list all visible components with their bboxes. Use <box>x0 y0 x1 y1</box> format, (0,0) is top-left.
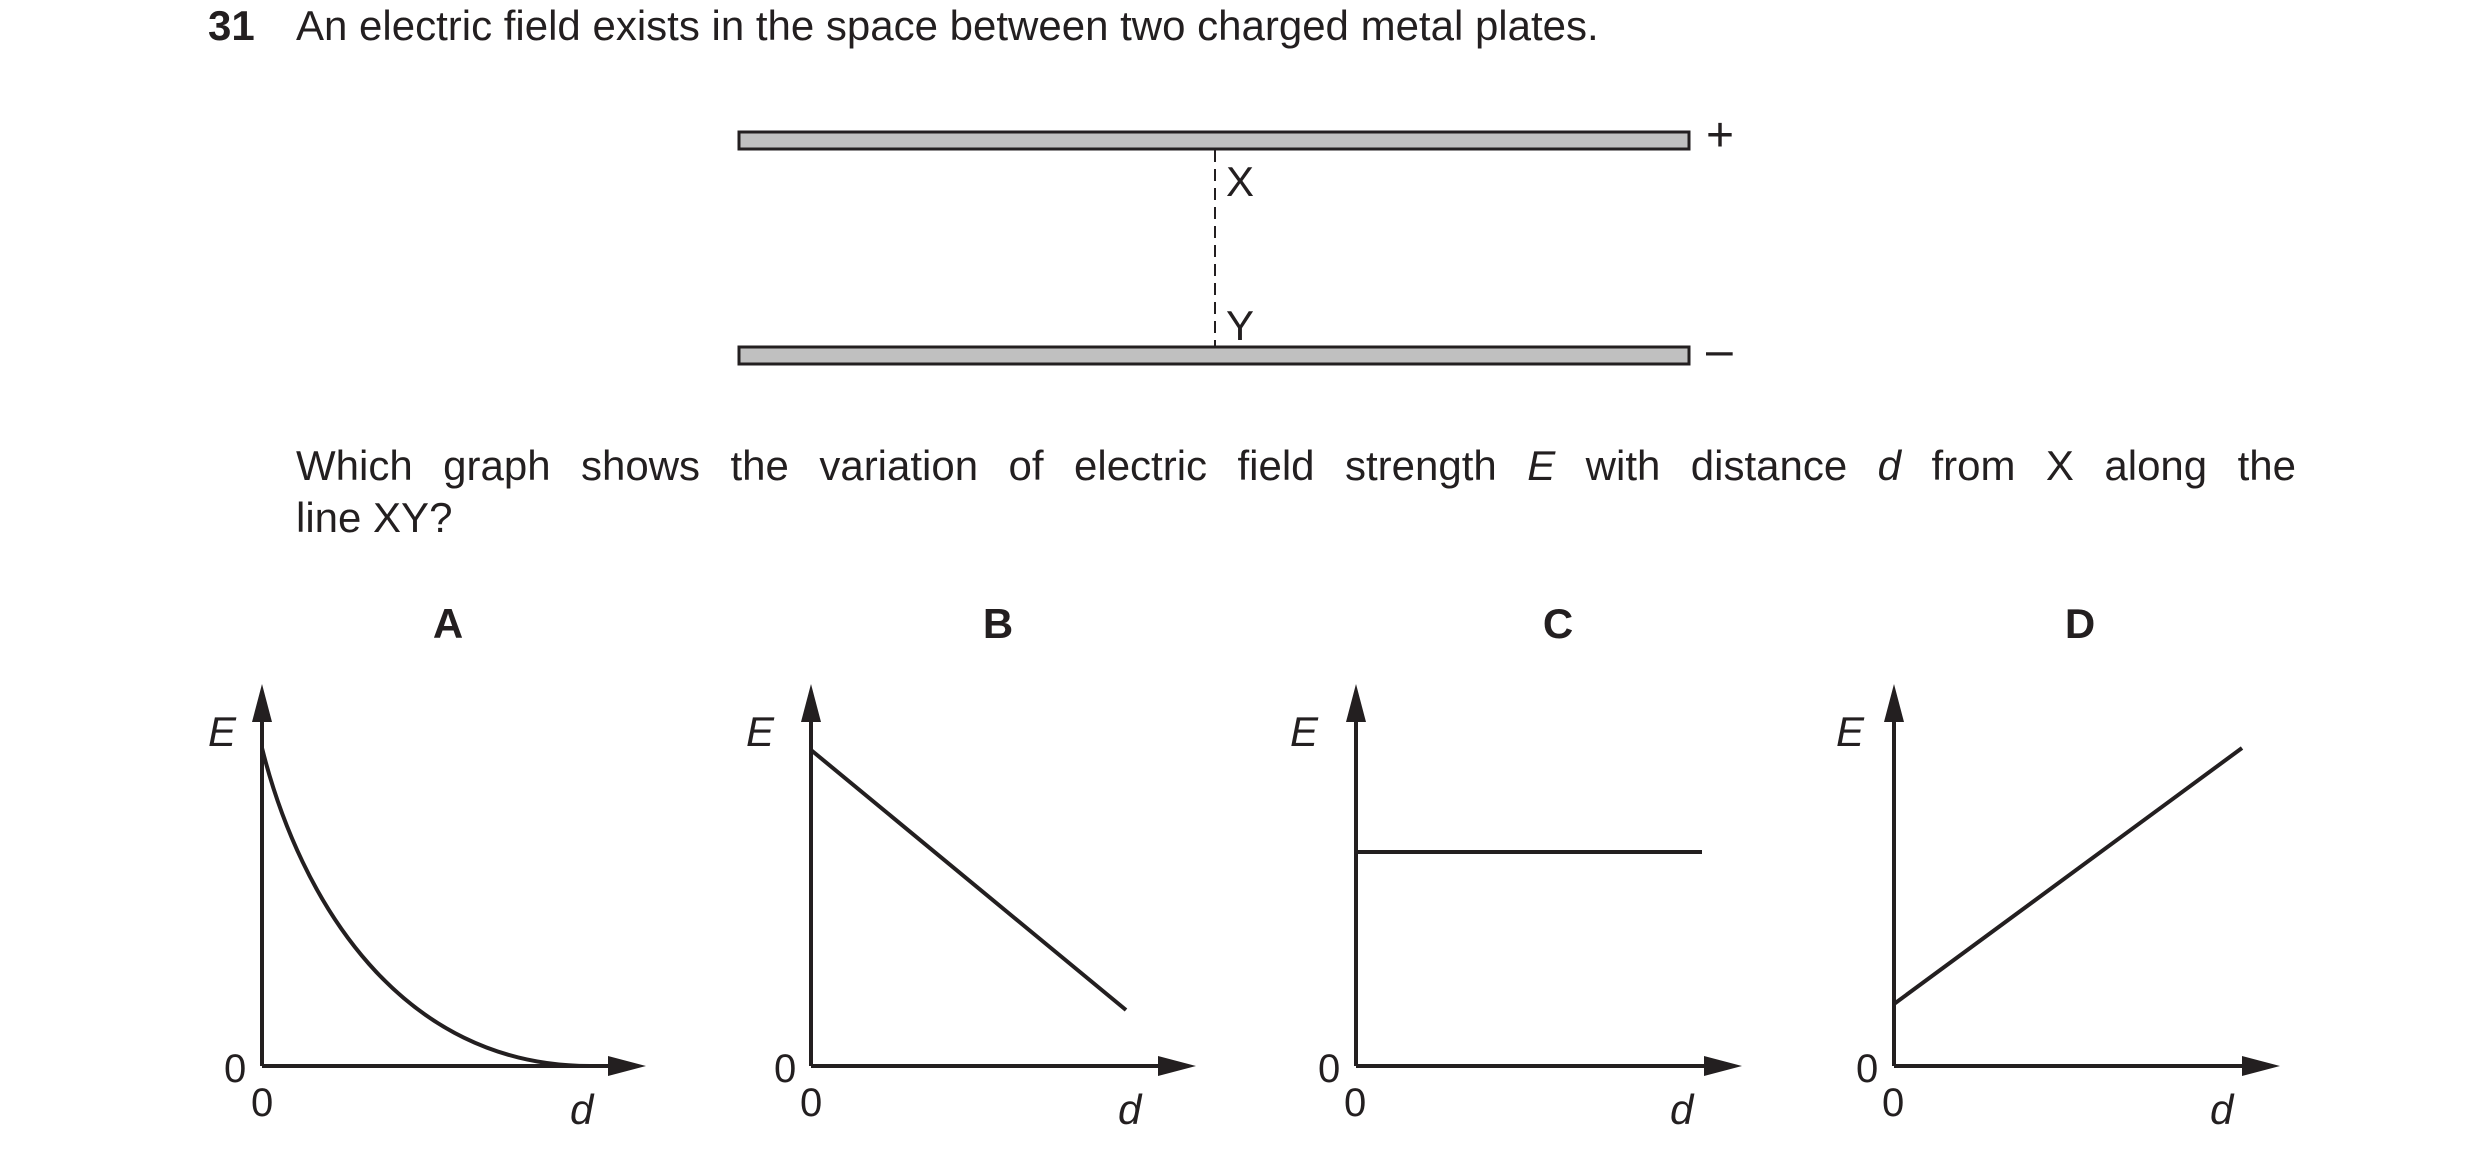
graph-a-origin-x: 0 <box>251 1081 274 1125</box>
graph-b-origin-y: 0 <box>774 1047 797 1091</box>
prompt-part-3: from X along the <box>1901 442 2296 489</box>
graph-d <box>1836 600 2280 1133</box>
graph-d-x-arrow <box>2242 1056 2280 1076</box>
graph-d-origin-x: 0 <box>1882 1081 1905 1125</box>
graph-a-x-arrow <box>608 1056 646 1076</box>
prompt-var-e: E <box>1527 442 1556 489</box>
graph-b-line <box>811 750 1126 1010</box>
option-c-label: C <box>1542 600 1574 647</box>
minus-sign: – <box>1706 324 1733 377</box>
point-y-label: Y <box>1226 302 1255 349</box>
graph-c-origin-x: 0 <box>1344 1081 1367 1125</box>
graph-d-y-label: E <box>1836 708 1865 755</box>
graph-d-x-label: d <box>2210 1086 2234 1133</box>
graph-c <box>1290 600 1742 1133</box>
graph-c-y-arrow <box>1346 684 1366 722</box>
graph-d-y-arrow <box>1884 684 1904 722</box>
graph-b-y-arrow <box>801 684 821 722</box>
graph-d-origin-y: 0 <box>1856 1047 1879 1091</box>
graph-d-line <box>1894 748 2242 1004</box>
graph-b-x-arrow <box>1158 1056 1196 1076</box>
option-d-label: D <box>2064 600 2096 647</box>
prompt-part-2: with distance <box>1555 442 1878 489</box>
question-number: 31 <box>208 2 255 49</box>
prompt-var-d: d <box>1877 442 1902 489</box>
prompt-part-1: Which graph shows the variation of electric field strength <box>296 442 1528 489</box>
option-a-label: A <box>432 600 464 647</box>
graph-a-y-label: E <box>208 708 237 755</box>
question-stem: An electric field exists in the space between two charged metal plates. <box>296 2 1599 49</box>
prompt-line-2: line XY? <box>296 494 453 541</box>
graph-a-x-label: d <box>570 1086 594 1133</box>
graph-c-x-label: d <box>1670 1086 1694 1133</box>
graph-a-origin-y: 0 <box>224 1047 247 1091</box>
plus-sign: + <box>1706 109 1735 162</box>
graph-b <box>746 600 1196 1133</box>
point-x-label: X <box>1226 158 1255 205</box>
graph-c-origin-y: 0 <box>1318 1047 1341 1091</box>
graph-a <box>208 600 646 1133</box>
graph-b-origin-x: 0 <box>800 1081 823 1125</box>
option-b-label: B <box>982 600 1014 647</box>
graph-a-curve <box>262 748 590 1066</box>
graph-c-x-arrow <box>1704 1056 1742 1076</box>
graph-a-y-arrow <box>252 684 272 722</box>
graph-b-x-label: d <box>1118 1086 1142 1133</box>
graph-b-y-label: E <box>746 708 775 755</box>
graph-c-y-label: E <box>1290 708 1319 755</box>
